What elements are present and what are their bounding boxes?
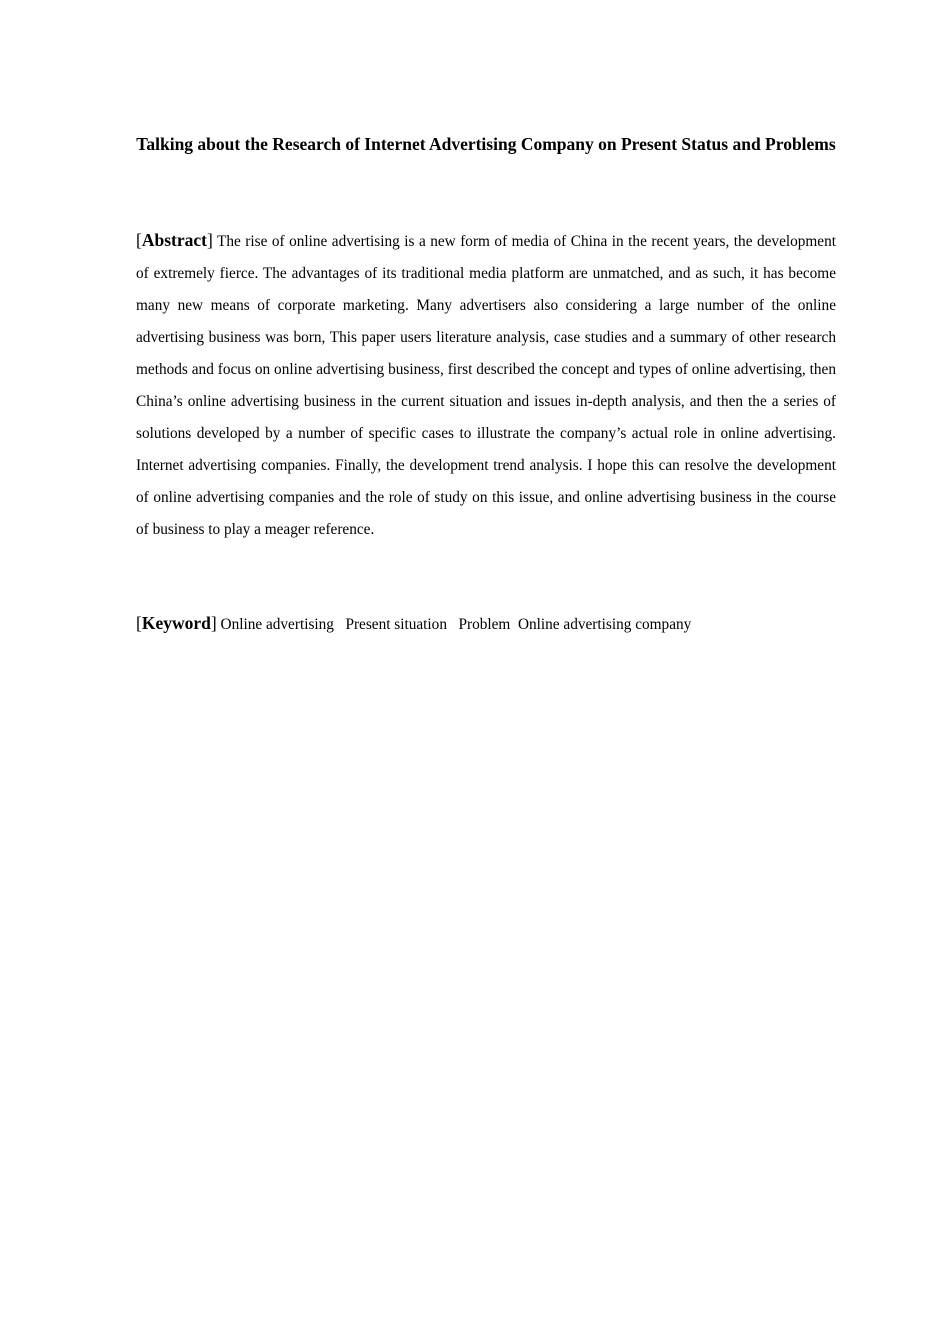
keyword-open-bracket: [	[136, 613, 142, 633]
keywords-line	[136, 607, 836, 641]
keyword-label: Keyword	[141, 613, 211, 633]
abstract-close-bracket: ]	[206, 230, 213, 250]
document-title: Talking about the Research of Internet Advertising Company on Present Status and Problems	[136, 134, 836, 154]
keyword-item-2: Present situation	[345, 616, 447, 633]
abstract-label: Abstract	[141, 230, 207, 250]
keyword-item-3: Problem	[458, 616, 511, 633]
keyword-close-bracket: ]	[210, 613, 217, 633]
abstract-open-bracket: [	[136, 230, 142, 250]
keyword-item-1: Online advertising	[220, 616, 334, 633]
abstract-paragraph	[136, 224, 836, 546]
keyword-item-4: Online advertising company	[517, 616, 692, 633]
abstract-text: The rise of online advertising is a new form of media of China in the recent years, the development of extremely fierce. The advantages of its traditional media platform are unmatched, and as such, it has become many new means of corporate marketing. Many advertisers also considering a large number of the online advertising business was born, This paper users literature analysis, case studies and a summary of other research methods and focus on online advertising business, first described the concept and types of online advertising, then China’s online advertising business in the current situation and issues in-depth analysis, and then the a series of solutions developed by a number of specific cases to illustrate the company’s actual role in online advertising. Internet advertising companies. Finally, the development trend analysis. I hope this can resolve the development of online advertising companies and the role of study on this issue, and online advertising business in the course of business to play a meager reference.	[136, 233, 836, 538]
